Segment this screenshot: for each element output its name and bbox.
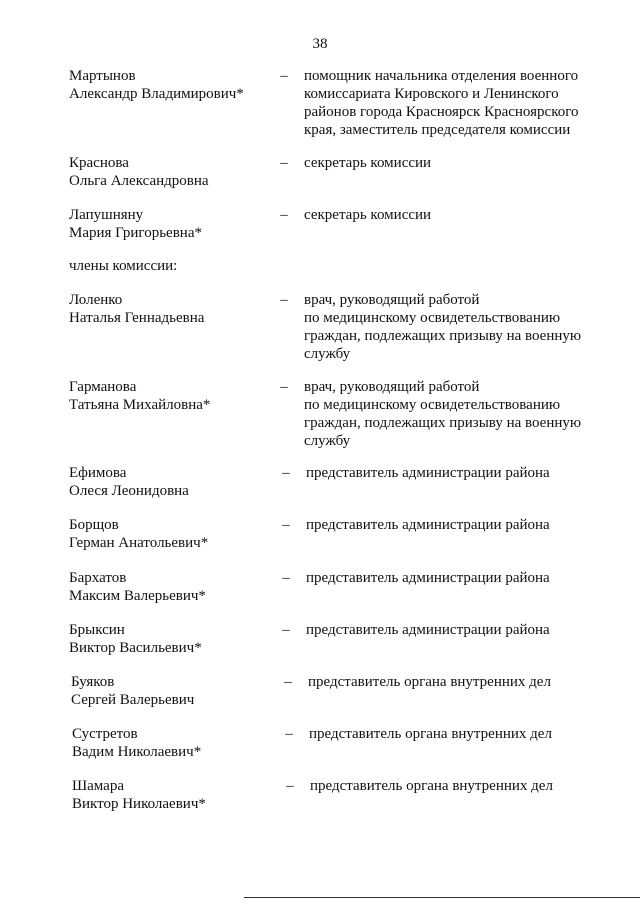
given-names: Вадим Николаевич*	[72, 744, 202, 760]
surname: Гарманова	[69, 379, 137, 395]
person-name	[69, 67, 269, 103]
position-line: по медицинскому освидетельствованию	[304, 397, 561, 413]
dash: –	[282, 465, 290, 481]
dash: –	[282, 517, 290, 533]
person-name	[69, 291, 269, 327]
surname: Лоленко	[69, 292, 123, 308]
dash: –	[280, 207, 288, 223]
dash: –	[280, 379, 288, 395]
position-text	[304, 206, 604, 224]
given-names: Наталья Геннадьевна	[69, 310, 205, 326]
position-line: представитель администрации района	[306, 517, 550, 533]
position-line: граждан, подлежащих призыву на военную	[304, 328, 582, 344]
person-name	[69, 516, 269, 552]
person-name	[69, 569, 269, 605]
person-name	[72, 777, 272, 813]
given-names: Виктор Николаевич*	[72, 796, 206, 812]
given-names: Олеся Леонидовна	[69, 483, 189, 499]
person-name	[72, 725, 272, 761]
position-line: представитель администрации района	[306, 465, 550, 481]
position-text	[306, 516, 606, 534]
position-line: комиссариата Кировского и Ленинского	[304, 86, 559, 102]
position-line: по медицинскому освидетельствованию	[304, 310, 561, 326]
position-line: секретарь комиссии	[304, 155, 432, 171]
given-names: Виктор Васильевич*	[69, 640, 202, 656]
position-line: помощник начальника отделения военного	[304, 68, 579, 84]
position-line: службу	[304, 433, 351, 449]
given-names: Максим Валерьевич*	[69, 588, 206, 604]
position-line: представитель органа внутренних дел	[310, 778, 553, 794]
page-number: 38	[312, 36, 328, 52]
position-line: граждан, подлежащих призыву на военную	[304, 415, 582, 431]
position-line: врач, руководящий работой	[304, 379, 480, 395]
dash: –	[282, 570, 290, 586]
position-text	[304, 67, 604, 139]
bottom-rule	[244, 897, 640, 898]
person-name	[69, 206, 269, 242]
dash: –	[282, 622, 290, 638]
surname: Бархатов	[69, 570, 127, 586]
position-text	[310, 777, 610, 795]
position-text	[309, 725, 609, 743]
person-name	[69, 464, 269, 500]
surname: Ефимова	[69, 465, 127, 481]
members-heading: члены комиссии:	[69, 258, 178, 274]
person-name	[69, 154, 269, 190]
dash: –	[286, 778, 294, 794]
given-names: Мария Григорьевна*	[69, 225, 202, 241]
person-name	[69, 621, 269, 657]
position-text	[304, 291, 604, 363]
surname: Краснова	[69, 155, 129, 171]
surname: Мартынов	[69, 68, 136, 84]
surname: Борщов	[69, 517, 119, 533]
position-text	[306, 569, 606, 587]
position-text	[308, 673, 608, 691]
position-line: секретарь комиссии	[304, 207, 432, 223]
position-line: районов города Красноярск Красноярского	[304, 104, 579, 120]
position-line: представитель администрации района	[306, 622, 550, 638]
position-text	[306, 621, 606, 639]
position-text	[304, 378, 604, 450]
position-line: края, заместитель председателя комиссии	[304, 122, 571, 138]
position-line: службу	[304, 346, 351, 362]
given-names: Александр Владимирович*	[69, 86, 244, 102]
dash: –	[285, 726, 293, 742]
position-line: врач, руководящий работой	[304, 292, 480, 308]
position-text	[304, 154, 604, 172]
given-names: Сергей Валерьевич	[71, 692, 195, 708]
position-line: представитель органа внутренних дел	[309, 726, 552, 742]
position-text	[306, 464, 606, 482]
surname: Буяков	[71, 674, 115, 690]
person-name	[71, 673, 271, 709]
given-names: Герман Анатольевич*	[69, 535, 209, 551]
surname: Лапушняну	[69, 207, 144, 223]
surname: Сустретов	[72, 726, 138, 742]
dash: –	[280, 155, 288, 171]
position-line: представитель органа внутренних дел	[308, 674, 551, 690]
dash: –	[284, 674, 292, 690]
person-name	[69, 378, 269, 414]
position-line: представитель администрации района	[306, 570, 550, 586]
given-names: Ольга Александровна	[69, 173, 209, 189]
dash: –	[280, 292, 288, 308]
surname: Брыксин	[69, 622, 125, 638]
given-names: Татьяна Михайловна*	[69, 397, 211, 413]
surname: Шамара	[72, 778, 124, 794]
dash: –	[280, 68, 288, 84]
